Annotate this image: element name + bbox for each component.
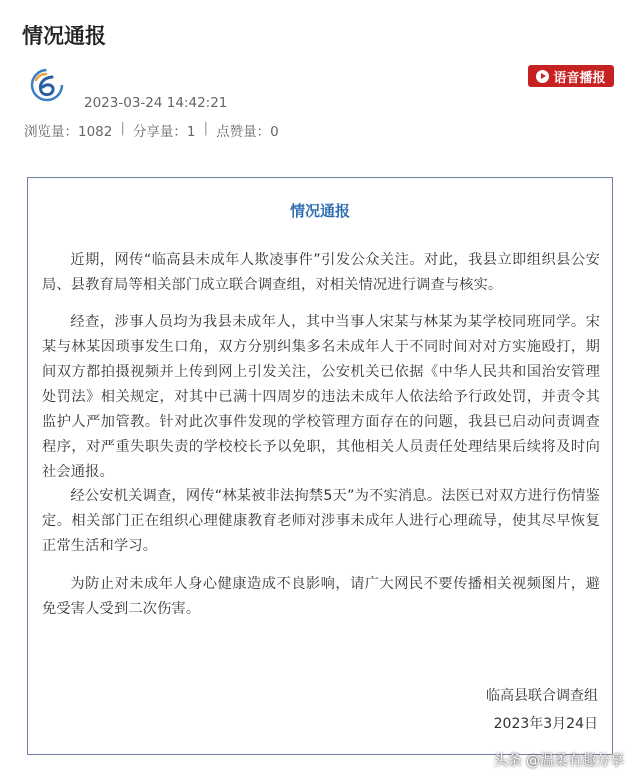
publish-timestamp: 2023-03-24 14:42:21 [84, 95, 228, 111]
page-title: 情况通报 [22, 24, 106, 48]
stats-separator: | [120, 120, 125, 136]
views-stat: 浏览量：1082 [24, 124, 113, 140]
signature-organization: 临高县联合调查组 [486, 688, 598, 704]
audio-broadcast-button[interactable] [528, 65, 614, 87]
shares-stat: 分享量：1 [132, 124, 196, 140]
article-stats [24, 120, 279, 140]
notice-title: 情况通报 [289, 202, 350, 220]
notice-paragraph: 为防止对未成年人身心健康造成不良影响，请广大网民不要传播相关视频图片，避免受害人受到二次伤害。 [42, 576, 600, 617]
lingao-logo-icon [30, 68, 64, 102]
audio-broadcast-label: 语音播报 [553, 70, 606, 86]
stats-separator: | [203, 120, 209, 136]
watermark: 头条 @温柔有趣分享 [493, 753, 624, 769]
notice-document [27, 177, 613, 755]
play-icon [536, 70, 549, 83]
notice-paragraph: 经公安机关调查，网传“林某被非法拘禁5天”为不实消息。法医已对双方进行伤情鉴定。相关部门正在组织心理健康教育老师对涉事未成年人进行心理疏导，使其尽早恢复正常生活和学习。 [42, 488, 600, 554]
likes-stat: 点赞量：0 [216, 124, 279, 140]
signature-date: 2023年3月24日 [493, 716, 598, 732]
notice-paragraph: 经查，涉事人员均为我县未成年人，其中当事人宋某与林某为某学校同班同学。宋某与林某因琐事发生口角，双方分别纠集多名未成年人于不同时间对对方实施殴打，期间双方都拍摄视频并上传到网上引发关注，公安机关已依据《中华人民共和国治安管理处罚法》相关规定，对其中已满十四周岁的违法未成年人依法给予行政处罚，并责令其监护人严加管教。针对此次事件发现的学校管理方面存在的问题，我县已启动问责调查程序，对严重失职失责的学校校长予以免职，其他相关人员责任处理结果后续将及时向社会通报。 [42, 314, 600, 480]
notice-paragraph: 近期，网传“临高县未成年人欺凌事件”引发公众关注。对此，我县立即组织县公安局、县教育局等相关部门成立联合调查组，对相关情况进行调查与核实。 [42, 252, 600, 293]
